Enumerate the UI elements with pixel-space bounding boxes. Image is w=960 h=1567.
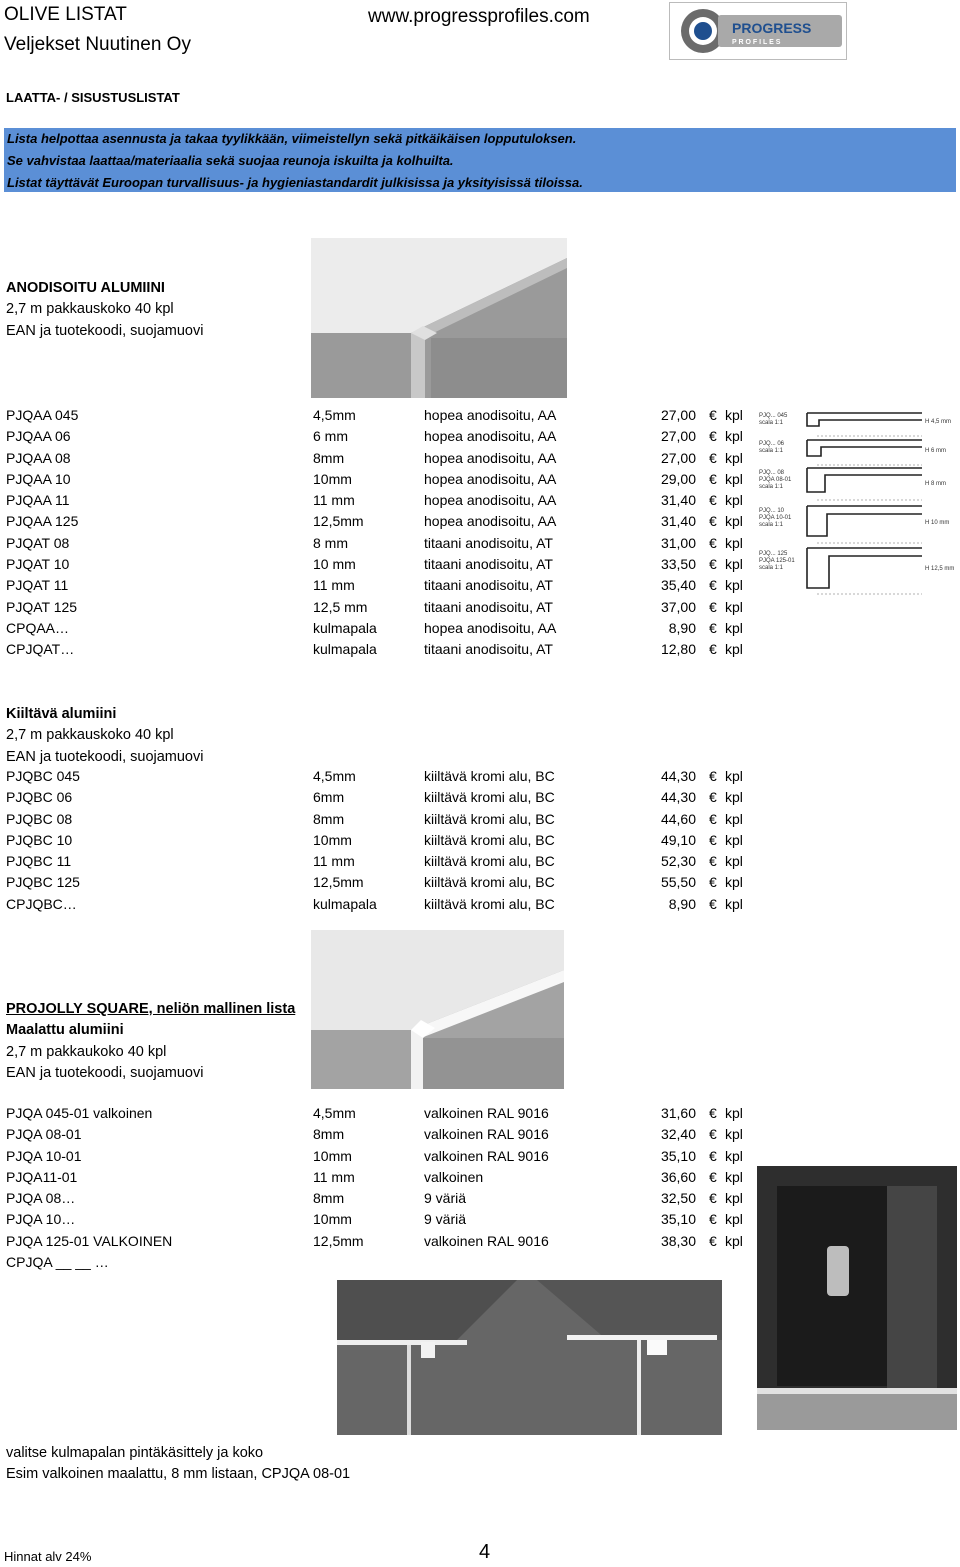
product-description: valkoinen RAL 9016 (424, 1232, 549, 1249)
diagram-label: PJQ... 125 (759, 551, 788, 557)
section-info: EAN ja tuotekoodi, suojamuovi (6, 1065, 204, 1082)
product-description: 9 väriä (424, 1211, 467, 1228)
diagram-label: PJQ... 06 (759, 441, 785, 447)
product-size: 12,5mm (313, 874, 364, 891)
product-size: 8mm (313, 810, 345, 827)
product-price: 31,40 (660, 492, 696, 509)
product-unit: kpl (725, 492, 743, 509)
footer-vat: Hinnat alv 24% (4, 1549, 92, 1564)
product-description: titaani anodisoitu, AT (424, 598, 553, 615)
table-row (6, 1231, 756, 1252)
table-row (6, 872, 756, 893)
product-code: CPQAA… (6, 619, 70, 636)
photo-illustration (337, 1280, 722, 1435)
product-price: 35,10 (660, 1147, 696, 1164)
profile-diagram-icon (757, 408, 957, 596)
product-price: 38,30 (660, 1232, 696, 1249)
logo-text-main: PROGRESS (732, 20, 812, 36)
profile-diagram (757, 408, 957, 596)
product-price: 27,00 (660, 407, 696, 423)
table-row (6, 851, 756, 872)
table-row (6, 469, 756, 490)
diagram-label: H 4,5 mm (925, 419, 952, 425)
diagram-label: PJQA 08-01 (759, 477, 792, 483)
section-info: EAN ja tuotekoodi, suojamuovi (6, 322, 204, 339)
product-code: PJQA 10… (6, 1211, 76, 1228)
table-row (6, 809, 756, 830)
diagram-label: scala 1:1 (759, 522, 784, 528)
product-description: hopea anodisoitu, AA (424, 513, 557, 530)
product-unit: kpl (725, 619, 743, 636)
product-unit: kpl (725, 853, 743, 870)
product-code: PJQA 08-01 (6, 1126, 82, 1143)
table-row (6, 1167, 756, 1188)
currency-symbol: € (709, 1147, 717, 1164)
product-description: titaani anodisoitu, AT (424, 577, 553, 594)
product-code: PJQAA 10 (6, 470, 71, 487)
product-size: 10mm (313, 831, 352, 848)
table-row (6, 1146, 756, 1167)
product-size: 10 mm (313, 556, 356, 573)
product-size: 11 mm (313, 492, 355, 509)
product-price: 35,40 (660, 577, 696, 594)
product-price: 8,90 (668, 895, 696, 912)
section-title: Kiiltävä alumiini (6, 706, 117, 722)
banner-line: Lista helpottaa asennusta ja takaa tyylikkään, viimeistellyn sekä pitkäikäisen lopputuloksen. (7, 131, 577, 146)
product-unit: kpl (725, 1211, 743, 1228)
product-code: PJQA 125-01 VALKOINEN (6, 1232, 173, 1249)
product-code: PJQA11-01 (6, 1168, 78, 1185)
product-code: PJQAA 11 (6, 492, 70, 509)
product-description: hopea anodisoitu, AA (424, 428, 557, 445)
diagram-label: PJQ... 045 (759, 413, 788, 419)
product-price: 44,60 (660, 810, 696, 827)
currency-symbol: € (709, 1105, 717, 1121)
table-row (6, 1252, 756, 1273)
product-size: 6mm (313, 789, 345, 806)
product-description: kiiltävä kromi alu, BC (424, 789, 555, 806)
diagram-label: scala 1:1 (759, 565, 784, 571)
corner-piece-photo (337, 1280, 722, 1435)
intro-banner (4, 128, 956, 192)
product-code: CPJQA __ __ … (6, 1254, 109, 1271)
note-line: valitse kulmapalan pintäkäsittely ja koko (6, 1445, 264, 1461)
product-code: PJQBC 08 (6, 810, 73, 827)
product-unit: kpl (725, 831, 743, 848)
product-size: kulmapala (313, 895, 377, 912)
price-table-polished (6, 766, 756, 915)
product-unit: kpl (725, 577, 743, 594)
currency-symbol: € (709, 768, 717, 784)
table-row (6, 405, 756, 426)
product-description: kiiltävä kromi alu, BC (424, 874, 555, 891)
product-unit: kpl (725, 810, 743, 827)
currency-symbol: € (709, 598, 717, 615)
product-price: 31,00 (660, 534, 696, 551)
section-title: PROJOLLY SQUARE, neliön mallinen lista (6, 1001, 296, 1017)
table-row (6, 533, 756, 554)
note-line: Esim valkoinen maalattu, 8 mm listaan, CPJQA 08-01 (6, 1466, 351, 1483)
product-code: PJQA 045-01 valkoinen (6, 1105, 153, 1121)
product-description: hopea anodisoitu, AA (424, 619, 557, 636)
header-title: OLIVE LISTAT (4, 4, 127, 25)
diagram-label: H 10 mm (925, 520, 950, 526)
currency-symbol: € (709, 810, 717, 827)
product-size: 8 mm (313, 534, 348, 551)
diagram-label: PJQA 10-01 (759, 515, 792, 521)
currency-symbol: € (709, 789, 717, 806)
product-size: kulmapala (313, 619, 377, 636)
product-photo-anodized (311, 238, 567, 398)
table-row (6, 639, 756, 660)
currency-symbol: € (709, 470, 717, 487)
product-description: kiiltävä kromi alu, BC (424, 810, 555, 827)
product-unit: kpl (725, 428, 743, 445)
product-code: PJQA 10-01 (6, 1147, 82, 1164)
currency-symbol: € (709, 831, 717, 848)
product-code: PJQAA 08 (6, 449, 71, 466)
product-size: 4,5mm (313, 768, 356, 784)
product-code: PJQBC 11 (6, 853, 72, 870)
product-size: kulmapala (313, 641, 377, 658)
diagram-label: scala 1:1 (759, 448, 784, 454)
photo-illustration (757, 1166, 957, 1430)
currency-symbol: € (709, 853, 717, 870)
currency-symbol: € (709, 1232, 717, 1249)
product-description: kiiltävä kromi alu, BC (424, 853, 555, 870)
photo-illustration (311, 238, 567, 398)
table-row (6, 618, 756, 639)
product-description: valkoinen RAL 9016 (424, 1105, 549, 1121)
category-title: LAATTA- / SISUSTUSLISTAT (6, 90, 180, 105)
product-size: 6 mm (313, 428, 348, 445)
product-description: titaani anodisoitu, AT (424, 641, 553, 658)
product-price: 52,30 (660, 853, 696, 870)
product-price: 44,30 (660, 789, 696, 806)
product-size: 8mm (313, 1190, 345, 1207)
product-code: PJQAT 11 (6, 577, 69, 594)
product-unit: kpl (725, 1105, 743, 1121)
product-price: 32,50 (660, 1190, 696, 1207)
product-description: kiiltävä kromi alu, BC (424, 895, 555, 912)
product-code: PJQAT 125 (6, 598, 78, 615)
progress-logo-icon (670, 3, 846, 59)
currency-symbol: € (709, 641, 717, 658)
product-size: 4,5mm (313, 1105, 356, 1121)
product-size: 10mm (313, 470, 352, 487)
diagram-label: H 12,5 mm (925, 566, 955, 572)
diagram-label: H 8 mm (925, 481, 946, 487)
table-row (6, 766, 756, 787)
section-info: 2,7 m pakkauskoko 40 kpl (6, 301, 174, 318)
product-code: CPJQAT… (6, 641, 75, 658)
product-description: kiiltävä kromi alu, BC (424, 831, 555, 848)
product-description: hopea anodisoitu, AA (424, 492, 557, 509)
section-info: EAN ja tuotekoodi, suojamuovi (6, 748, 204, 765)
product-code: PJQBC 06 (6, 789, 73, 806)
header-website[interactable]: www.progressprofiles.com (368, 6, 590, 27)
product-size: 8mm (313, 449, 345, 466)
product-photo-square (311, 930, 564, 1089)
product-unit: kpl (725, 1232, 743, 1249)
product-unit: kpl (725, 534, 743, 551)
banner-line: Listat täyttävät Euroopan turvallisuus- ja hygieniastandardit julkisissa ja yksityisissä tiloissa. (7, 175, 583, 190)
product-price: 12,80 (660, 641, 696, 658)
product-description: valkoinen (424, 1168, 484, 1185)
section-info: 2,7 m pakkaukoko 40 kpl (6, 1043, 167, 1060)
product-price: 27,00 (660, 428, 696, 445)
product-size: 4,5mm (313, 407, 356, 423)
product-size: 10mm (313, 1147, 352, 1164)
product-description: kiiltävä kromi alu, BC (424, 768, 555, 784)
product-price: 27,00 (660, 449, 696, 466)
diagram-label: PJQA 125-01 (759, 558, 795, 564)
currency-symbol: € (709, 449, 717, 466)
product-price: 32,40 (660, 1126, 696, 1143)
product-code: PJQBC 045 (6, 768, 80, 784)
corner-note (6, 1443, 350, 1486)
product-description: 9 väriä (424, 1190, 467, 1207)
product-unit: kpl (725, 449, 743, 466)
table-row (6, 575, 756, 596)
currency-symbol: € (709, 428, 717, 445)
product-unit: kpl (725, 470, 743, 487)
table-row (6, 597, 756, 618)
window-frame-photo (757, 1166, 957, 1430)
currency-symbol: € (709, 619, 717, 636)
product-price: 55,50 (660, 874, 696, 891)
product-price: 37,00 (660, 598, 696, 615)
product-code: PJQBC 10 (6, 831, 73, 848)
product-code: PJQAT 10 (6, 556, 70, 573)
diagram-label: PJQ... 08 (759, 470, 785, 476)
table-row (6, 426, 756, 447)
product-unit: kpl (725, 1147, 743, 1164)
table-row (6, 1103, 756, 1124)
header-company: Veljekset Nuutinen Oy (4, 34, 191, 55)
product-price: 35,10 (660, 1211, 696, 1228)
product-size: 12,5mm (313, 513, 364, 530)
product-unit: kpl (725, 1190, 743, 1207)
currency-symbol: € (709, 513, 717, 530)
product-size: 8mm (313, 1126, 345, 1143)
product-price: 44,30 (660, 768, 696, 784)
currency-symbol: € (709, 874, 717, 891)
table-row (6, 787, 756, 808)
table-row (6, 1124, 756, 1145)
currency-symbol: € (709, 1211, 717, 1228)
currency-symbol: € (709, 407, 717, 423)
product-code: PJQAT 08 (6, 534, 70, 551)
product-unit: kpl (725, 895, 743, 912)
product-description: valkoinen RAL 9016 (424, 1126, 549, 1143)
section-info: 2,7 m pakkauskoko 40 kpl (6, 727, 174, 744)
progress-logo (669, 2, 847, 60)
product-size: 11 mm (313, 1168, 355, 1185)
product-code: CPJQBC… (6, 895, 77, 912)
currency-symbol: € (709, 534, 717, 551)
product-size: 11 mm (313, 853, 355, 870)
product-price: 49,10 (660, 831, 696, 848)
product-unit: kpl (725, 789, 743, 806)
diagram-label: scala 1:1 (759, 420, 784, 426)
section-anodized-intro (6, 278, 203, 342)
product-unit: kpl (725, 1126, 743, 1143)
product-description: valkoinen RAL 9016 (424, 1147, 549, 1164)
table-row (6, 1209, 756, 1230)
product-description: hopea anodisoitu, AA (424, 449, 557, 466)
section-subtitle: Maalattu alumiini (6, 1022, 124, 1039)
currency-symbol: € (709, 556, 717, 573)
product-size: 12,5mm (313, 1232, 364, 1249)
product-price: 31,60 (660, 1105, 696, 1121)
currency-symbol: € (709, 577, 717, 594)
product-description: titaani anodisoitu, AT (424, 534, 553, 551)
diagram-label: PJQ... 10 (759, 508, 785, 514)
section-title: ANODISOITU ALUMIINI (6, 280, 165, 296)
product-size: 10mm (313, 1211, 352, 1228)
product-code: PJQBC 125 (6, 874, 80, 891)
section-square-intro (6, 999, 295, 1085)
product-code: PJQAA 06 (6, 428, 71, 445)
product-code: PJQA 08… (6, 1190, 76, 1207)
table-row (6, 894, 756, 915)
table-row (6, 554, 756, 575)
price-table-anodized (6, 405, 756, 661)
product-description: titaani anodisoitu, AT (424, 556, 553, 573)
product-code: PJQAA 045 (6, 407, 79, 423)
product-unit: kpl (725, 556, 743, 573)
product-unit: kpl (725, 874, 743, 891)
logo-text-sub: P R O F I L E S (732, 39, 781, 46)
product-description: hopea anodisoitu, AA (424, 470, 557, 487)
diagram-label: H 6 mm (925, 448, 946, 454)
table-row (6, 511, 756, 532)
product-price: 8,90 (668, 619, 696, 636)
product-unit: kpl (725, 768, 743, 784)
product-unit: kpl (725, 598, 743, 615)
currency-symbol: € (709, 492, 717, 509)
product-price: 29,00 (660, 470, 696, 487)
product-unit: kpl (725, 513, 743, 530)
diagram-label: scala 1:1 (759, 484, 784, 490)
currency-symbol: € (709, 1190, 717, 1207)
product-size: 11 mm (313, 577, 355, 594)
price-table-square (6, 1103, 756, 1273)
product-price: 36,60 (660, 1168, 696, 1185)
photo-illustration (311, 930, 564, 1089)
table-row (6, 448, 756, 469)
product-unit: kpl (725, 641, 743, 658)
product-code: PJQAA 125 (6, 513, 79, 530)
product-description: hopea anodisoitu, AA (424, 407, 557, 423)
banner-line: Se vahvistaa laattaa/materiaalia sekä suojaa reunoja iskuilta ja kolhuilta. (7, 153, 454, 168)
currency-symbol: € (709, 895, 717, 912)
product-unit: kpl (725, 1168, 743, 1185)
product-unit: kpl (725, 407, 743, 423)
currency-symbol: € (709, 1168, 717, 1185)
section-polished-intro (6, 704, 203, 768)
table-row (6, 490, 756, 511)
table-row (6, 830, 756, 851)
product-size: 12,5 mm (313, 598, 368, 615)
currency-symbol: € (709, 1126, 717, 1143)
product-price: 31,40 (660, 513, 696, 530)
table-row (6, 1188, 756, 1209)
product-price: 33,50 (660, 556, 696, 573)
page-number: 4 (479, 1541, 491, 1563)
